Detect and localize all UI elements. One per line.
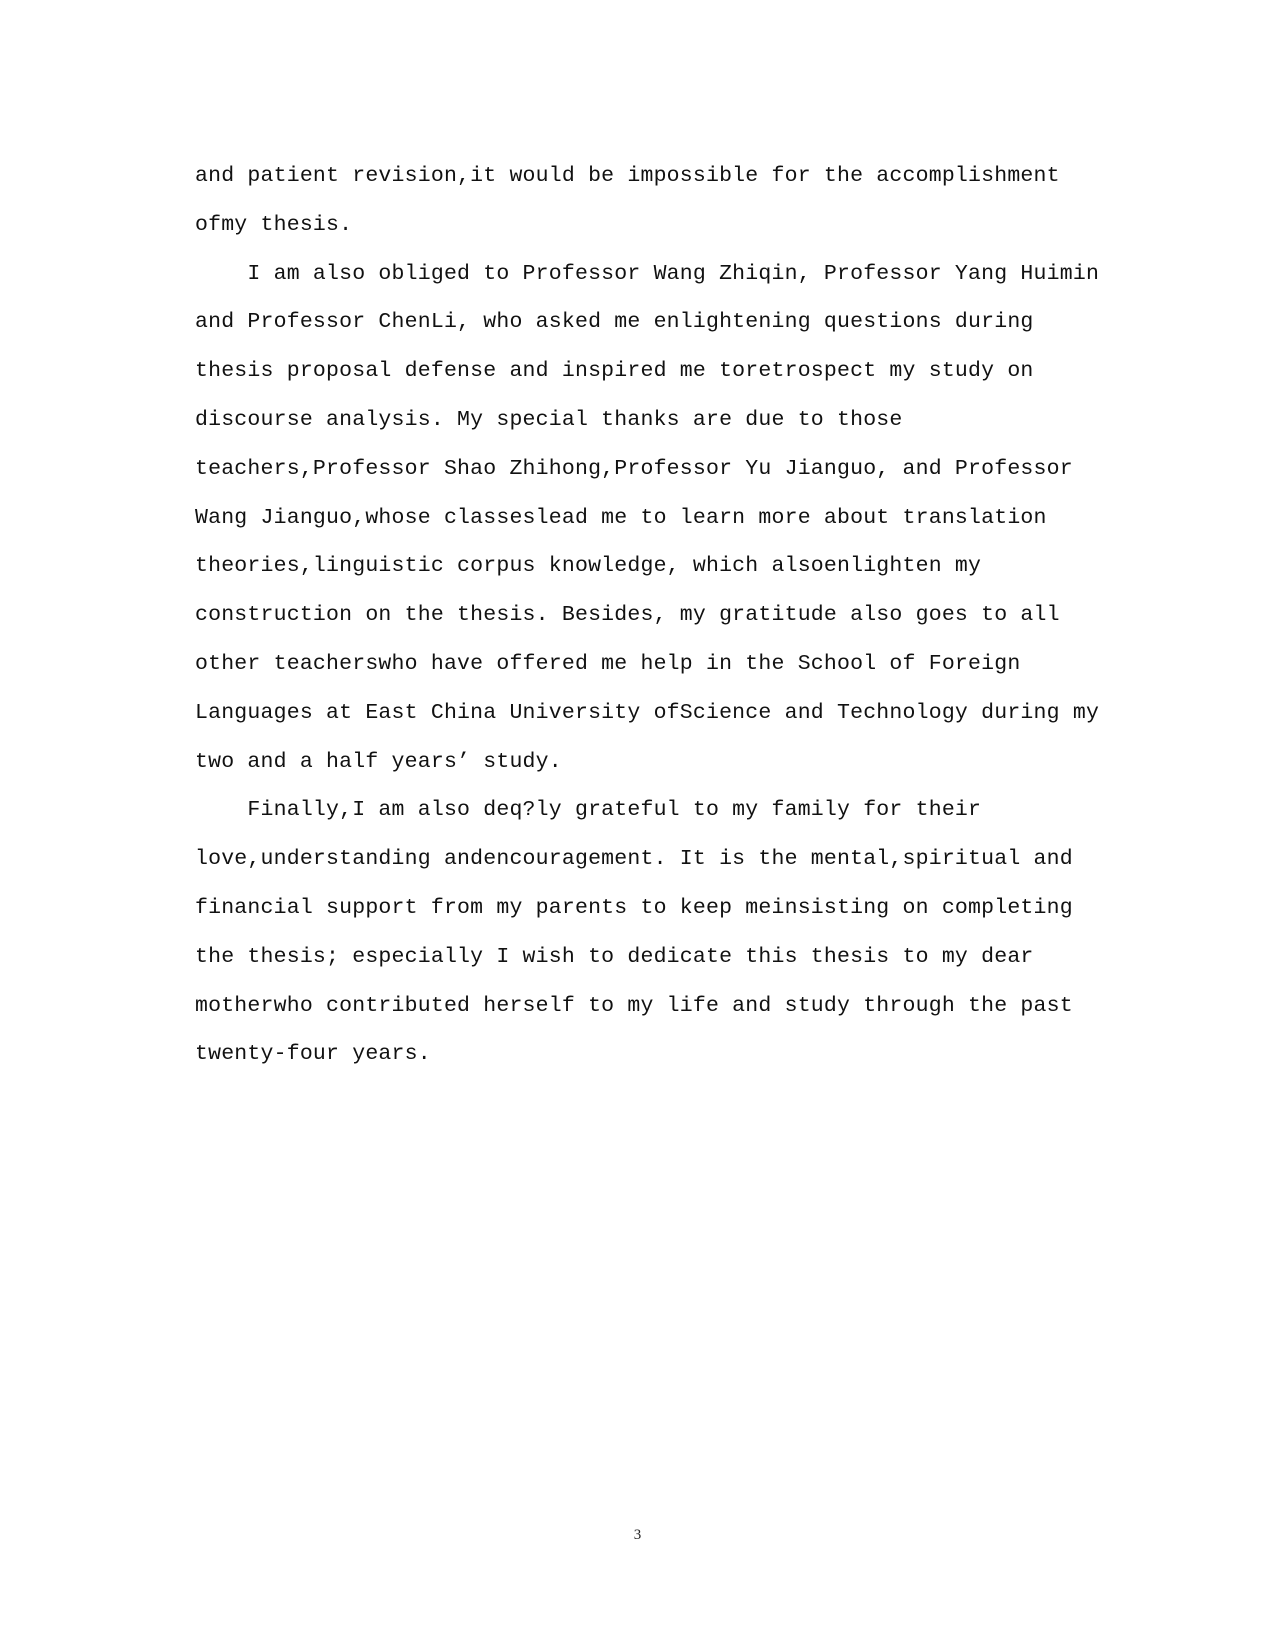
text-line: two and a half years’ study. <box>195 749 562 774</box>
text-line: the thesis; especially I wish to dedicate this thesis to my dear <box>195 944 1034 969</box>
text-line: other teacherswho have offered me help in the School of Foreign <box>195 651 1021 676</box>
text-line: thesis proposal defense and inspired me toretrospect my study on <box>195 359 1034 384</box>
text-line: discourse analysis. My special thanks are due to those <box>195 407 903 432</box>
acknowledgement-text <box>195 152 1100 1079</box>
text-line: financial support from my parents to keep meinsisting on completing <box>195 895 1073 920</box>
text-line: love,understanding andencouragement. It is the mental,spiritual and <box>195 847 1073 872</box>
page-number: 3 <box>633 1527 642 1543</box>
text-line: Finally,I am also deq?ly grateful to my family for their <box>195 798 982 823</box>
text-line: ofmy thesis. <box>195 212 353 237</box>
text-line: Wang Jianguo,whose classeslead me to learn more about translation <box>195 505 1047 530</box>
text-line: construction on the thesis. Besides, my gratitude also goes to all <box>195 603 1060 628</box>
text-line: theories,linguistic corpus knowledge, which alsoenlighten my <box>195 554 982 579</box>
text-line: Languages at East China University ofScience and Technology during my <box>195 700 1100 725</box>
text-line: and Professor ChenLi, who asked me enlightening questions during <box>195 310 1034 335</box>
text-line: twenty-four years. <box>195 1042 431 1067</box>
text-line: and patient revision,it would be impossible for the accomplishment <box>195 164 1060 188</box>
text-line: motherwho contributed herself to my life and study through the past <box>195 993 1073 1018</box>
text-line: teachers,Professor Shao Zhihong,Professor Yu Jianguo, and Professor <box>195 456 1073 481</box>
text-line: I am also obliged to Professor Wang Zhiqin, Professor Yang Huimin <box>195 261 1100 286</box>
